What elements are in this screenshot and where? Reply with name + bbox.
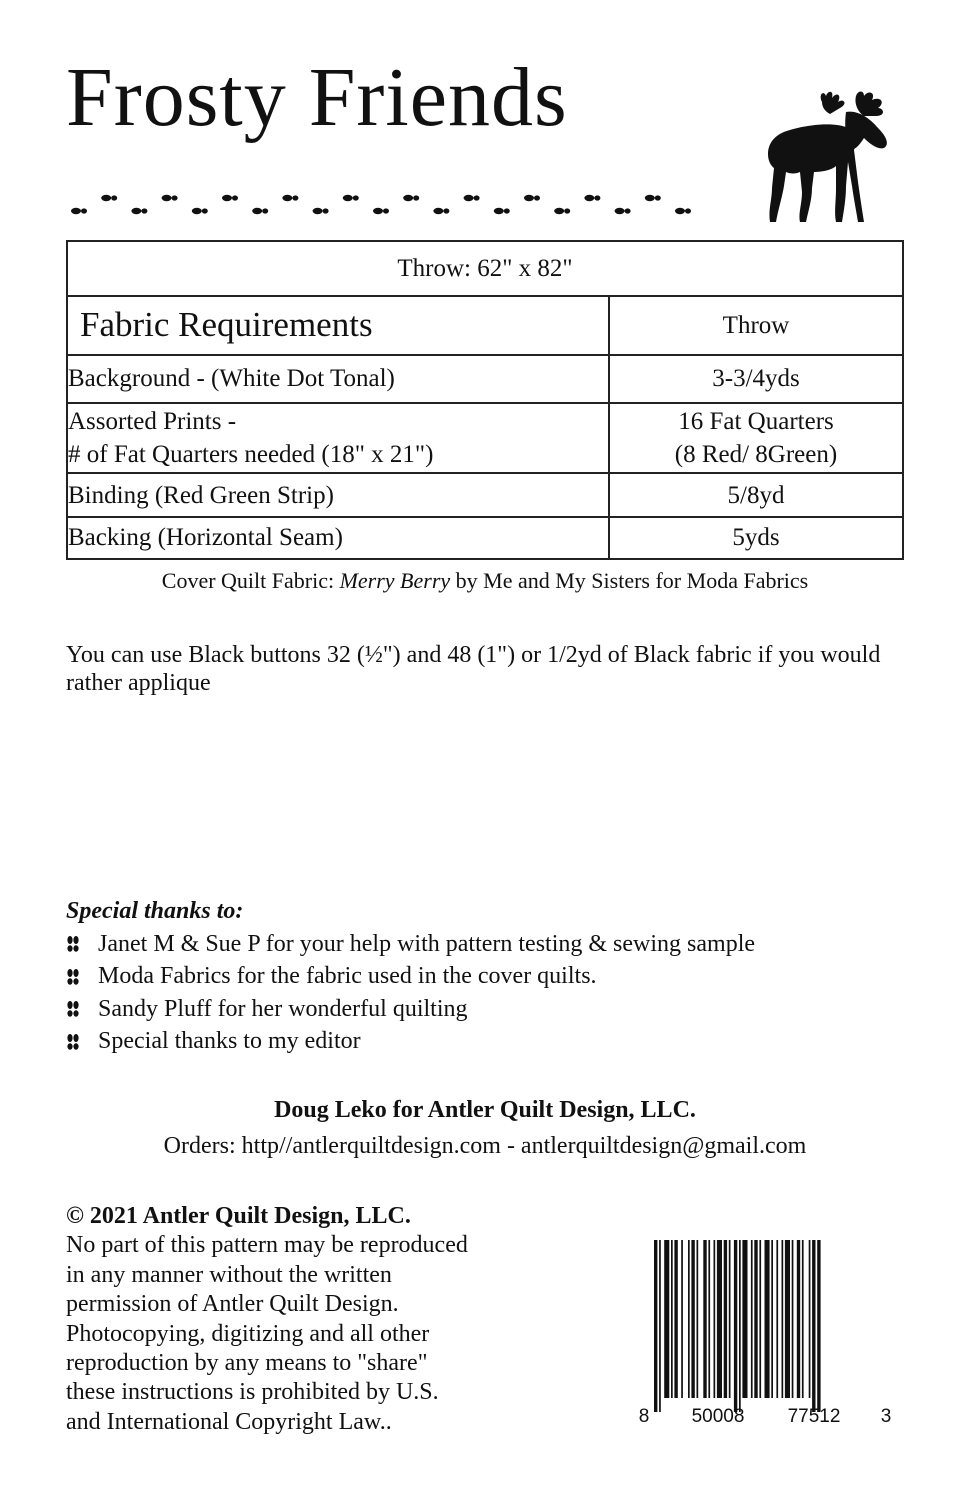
special-thanks-heading: Special thanks to: (66, 898, 244, 924)
buttons-note: You can use Black buttons 32 (½") and 48 (1") or 1/2yd of Black fabric if you would rather applique (66, 642, 881, 696)
thanks-text: Moda Fabrics for the fabric used in the cover quilts. (98, 963, 597, 990)
list-item (66, 1026, 755, 1059)
row-label-line: Assorted Prints - (68, 408, 237, 436)
row-value (609, 517, 903, 559)
barcode-bar (714, 1240, 716, 1398)
fabric-requirements-table (66, 240, 904, 560)
track-print (403, 195, 419, 201)
barcode-bar (809, 1240, 811, 1398)
hoofprint-bullet-icon (66, 1032, 98, 1052)
barcode-bar (674, 1240, 677, 1398)
barcode-bar (659, 1240, 661, 1412)
barcode-bar (776, 1240, 778, 1398)
barcode-bar (797, 1240, 800, 1398)
copyright-line: Photocopying, digitizing and all other (66, 1320, 430, 1347)
row-value-line: 3-3/4yds (712, 365, 800, 393)
cover-fabric-note (0, 568, 970, 594)
row-label (67, 403, 609, 473)
barcode-bar (759, 1240, 761, 1398)
track-print (162, 195, 178, 201)
throw-column-header: Throw (609, 296, 903, 354)
copyright-line: in any manner without the written (66, 1261, 392, 1288)
hoofprint-bullet-icon (66, 934, 98, 954)
barcode-bar (703, 1240, 706, 1398)
thanks-text: Janet M & Sue P for your help with pattern testing & sewing sample (98, 930, 756, 957)
barcode-bar (688, 1240, 690, 1398)
barcode-bar (724, 1240, 727, 1398)
track-print (584, 195, 600, 201)
track-print (252, 208, 268, 214)
barcode-digit-group: 8 (638, 1406, 650, 1427)
barcode (636, 1240, 896, 1430)
row-label (67, 355, 609, 403)
barcode-bar (742, 1240, 747, 1398)
row-value (609, 403, 903, 473)
barcode-bar (691, 1240, 694, 1398)
barcode-digit-group: 50008 (691, 1406, 745, 1427)
row-value (609, 473, 903, 516)
track-print (343, 195, 359, 201)
copyright-block (66, 1202, 586, 1437)
barcode-bars (654, 1240, 821, 1412)
barcode-bar (792, 1240, 794, 1398)
track-print (645, 195, 661, 201)
barcode-bar (812, 1240, 815, 1412)
barcode-bar (782, 1240, 784, 1398)
barcode-bar (751, 1240, 753, 1398)
row-value-line: 16 Fat Quarters (678, 408, 834, 436)
row-label-line: Background - (White Dot Tonal) (68, 365, 395, 393)
track-print (313, 208, 329, 214)
copyright-line: reproduction by any means to "share" (66, 1350, 428, 1377)
track-print (615, 208, 631, 214)
cover-fabric-name: Merry Berry (339, 568, 451, 593)
track-print (464, 195, 480, 201)
barcode-bar (664, 1240, 669, 1398)
copyright-title: © 2021 Antler Quilt Design, LLC. (66, 1203, 411, 1229)
barcode-bar (654, 1240, 657, 1412)
barcode-bar (697, 1240, 699, 1398)
table-row (67, 403, 903, 473)
barcode-bar (817, 1240, 820, 1412)
track-print (101, 195, 117, 201)
row-value-line: 5yds (732, 524, 780, 552)
track-print (433, 208, 449, 214)
fabric-requirements-heading: Fabric Requirements (67, 296, 609, 354)
table-row (67, 473, 903, 516)
moose-icon (760, 88, 900, 226)
row-label (67, 517, 609, 559)
barcode-bar (734, 1240, 737, 1412)
track-print (131, 208, 147, 214)
track-print (192, 208, 208, 214)
cover-note-prefix: Cover Quilt Fabric: (161, 568, 340, 593)
hoofprint-bullet-icon (66, 967, 98, 987)
row-label-line: Binding (Red Green Strip) (68, 481, 334, 509)
barcode-bar (802, 1240, 804, 1398)
track-print (222, 195, 238, 201)
cover-note-suffix: by Me and My Sisters for Moda Fabrics (450, 568, 809, 593)
copyright-line: permission of Antler Quilt Design. (66, 1291, 399, 1318)
track-print (71, 208, 87, 214)
track-print (282, 195, 298, 201)
barcode-bar (785, 1240, 790, 1398)
list-item (66, 928, 755, 961)
orders-line: Orders: http//antlerquiltdesign.com - antlerquiltdesign@gmail.com (163, 1133, 807, 1159)
track-print (524, 195, 540, 201)
throw-size: Throw: 62" x 82" (67, 241, 903, 296)
page-title: Frosty Friends (66, 51, 568, 144)
list-item (66, 993, 755, 1026)
special-thanks-list (66, 928, 755, 1058)
row-label (67, 473, 609, 516)
barcode-bar (771, 1240, 773, 1398)
table-row (67, 517, 903, 559)
barcode-bar (681, 1240, 683, 1398)
barcode-bar (717, 1240, 722, 1398)
track-print (494, 208, 510, 214)
barcode-bar (671, 1240, 673, 1398)
animal-tracks-icon (66, 185, 706, 225)
barcode-bar (739, 1240, 741, 1412)
row-value (609, 355, 903, 403)
table-row (67, 355, 903, 403)
barcode-digit-group: 3 (880, 1406, 892, 1427)
row-label-line: # of Fat Quarters needed (18" x 21") (68, 441, 434, 469)
row-value-line: (8 Red/ 8Green) (674, 441, 838, 469)
row-value-line: 5/8yd (727, 481, 785, 509)
barcode-bar (765, 1240, 770, 1398)
row-label-line: Backing (Horizontal Seam) (68, 524, 343, 552)
copyright-line: these instructions is prohibited by U.S. (66, 1379, 439, 1406)
track-print (373, 208, 389, 214)
copyright-line: No part of this pattern may be reproduced (66, 1232, 468, 1259)
barcode-bar (708, 1240, 710, 1398)
list-item (66, 961, 755, 994)
barcode-digit-group: 77512 (787, 1406, 841, 1427)
track-print (554, 208, 570, 214)
thanks-text: Special thanks to my editor (98, 1028, 361, 1055)
designer-credit: Doug Leko for Antler Quilt Design, LLC. (274, 1097, 696, 1123)
hoofprint-bullet-icon (66, 999, 98, 1019)
copyright-line: and International Copyright Law.. (66, 1408, 392, 1435)
barcode-bar (729, 1240, 731, 1398)
track-print (675, 208, 691, 214)
thanks-text: Sandy Pluff for her wonderful quilting (98, 995, 468, 1022)
barcode-bar (754, 1240, 757, 1398)
